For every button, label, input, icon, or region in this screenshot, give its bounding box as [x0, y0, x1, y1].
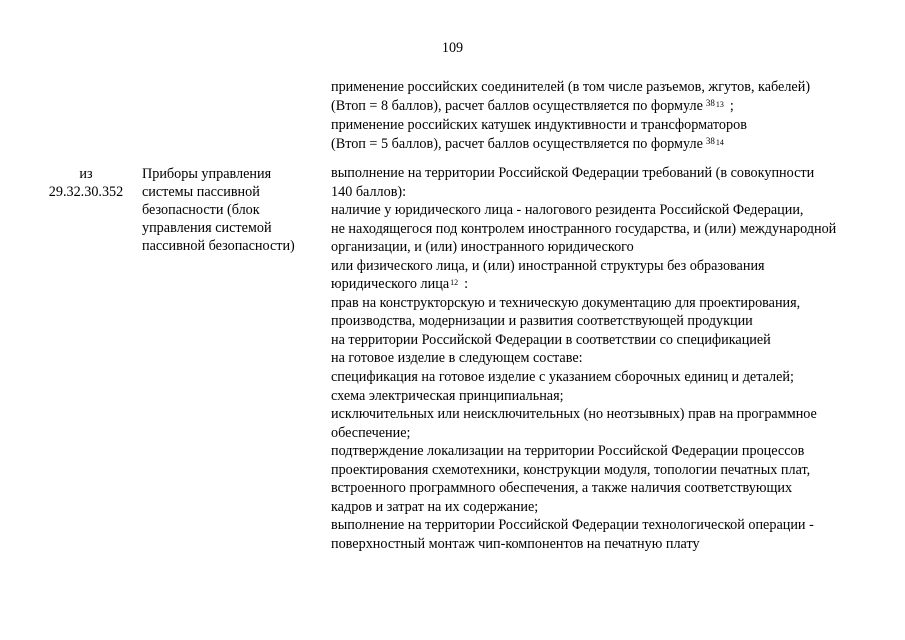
name-line: Приборы управления	[142, 166, 272, 182]
top-line-1: применение российских соединителей (в том числе разъемов, жгутов, кабелей)	[331, 79, 811, 95]
footnote-12: 12	[450, 278, 459, 288]
requirements-cell	[331, 164, 836, 553]
top-line-4	[331, 135, 810, 155]
top-line-3: применение российских катушек индуктивности и трансформаторов	[331, 117, 747, 134]
req-line: схема электрическая принципиальная;	[331, 387, 564, 404]
name-line: безопасности (блок	[142, 202, 260, 218]
top-continuation-block	[331, 78, 810, 155]
req-line: исключительных или неисключительных (но неотзывных) прав на программное	[331, 406, 817, 423]
req-line: кадров и затрат на их содержание;	[331, 498, 539, 515]
req-line: спецификация на готовое изделие с указанием сборочных единиц и деталей;	[331, 369, 794, 386]
req-line: обеспечение;	[331, 424, 411, 441]
top-line-2-text: (Втоп = 8 баллов), расчет баллов осуществляется по формуле	[331, 97, 703, 114]
okpd-code-cell	[40, 165, 132, 201]
name-line: пассивной безопасности)	[142, 238, 295, 254]
req-line: на территории Российской Федерации в соответствии со спецификацией	[331, 331, 771, 348]
req-line: на готовое изделие в следующем составе:	[331, 350, 583, 367]
footnote-14: 14	[715, 138, 724, 148]
page-number: 109	[441, 40, 464, 56]
req-line: или физического лица, и (или) иностранной структуры без образования	[331, 257, 765, 274]
formula-ref-38: 38	[705, 136, 715, 147]
top-line-2	[331, 97, 810, 117]
name-line: управления системой	[142, 220, 272, 236]
top-line-2-tail: ;	[729, 97, 734, 114]
product-name-cell	[142, 165, 295, 255]
req-line-tail: :	[464, 276, 469, 293]
name-line: системы пассивной	[142, 184, 260, 200]
code-prefix: из	[79, 166, 93, 182]
req-line: организации, и (или) иностранного юридического	[331, 239, 634, 256]
req-line: выполнение на территории Российской Федерации технологической операции -	[331, 517, 814, 534]
req-line-text: юридического лица	[331, 276, 450, 293]
top-line-4-text: (Втоп = 5 баллов), расчет баллов осуществляется по формуле	[331, 136, 703, 153]
req-line: 140 баллов):	[331, 183, 407, 200]
req-line: не находящегося под контролем иностранного государства, и (или) международной	[331, 220, 837, 237]
req-line: встроенного программного обеспечения, а также наличия соответствующих	[331, 480, 793, 497]
req-line: выполнение на территории Российской Федерации требований (в совокупности	[331, 165, 815, 181]
formula-ref-38: 38	[705, 97, 715, 108]
req-line: прав на конструкторскую и техническую документацию для проектирования,	[331, 294, 801, 311]
req-line: производства, модернизации и развития соответствующей продукции	[331, 313, 753, 330]
code-value: 29.32.30.352	[48, 184, 124, 200]
req-line-footnote	[331, 275, 836, 294]
footnote-13: 13	[715, 99, 724, 109]
req-line: наличие у юридического лица - налогового резидента Российской Федерации,	[331, 202, 804, 219]
req-line: подтверждение локализации на территории Российской Федерации процессов	[331, 443, 805, 460]
req-line: проектирования схемотехники, конструкции модуля, топологии печатных плат,	[331, 461, 811, 478]
req-line: поверхностный монтаж чип-компонентов на печатную плату	[331, 535, 700, 552]
